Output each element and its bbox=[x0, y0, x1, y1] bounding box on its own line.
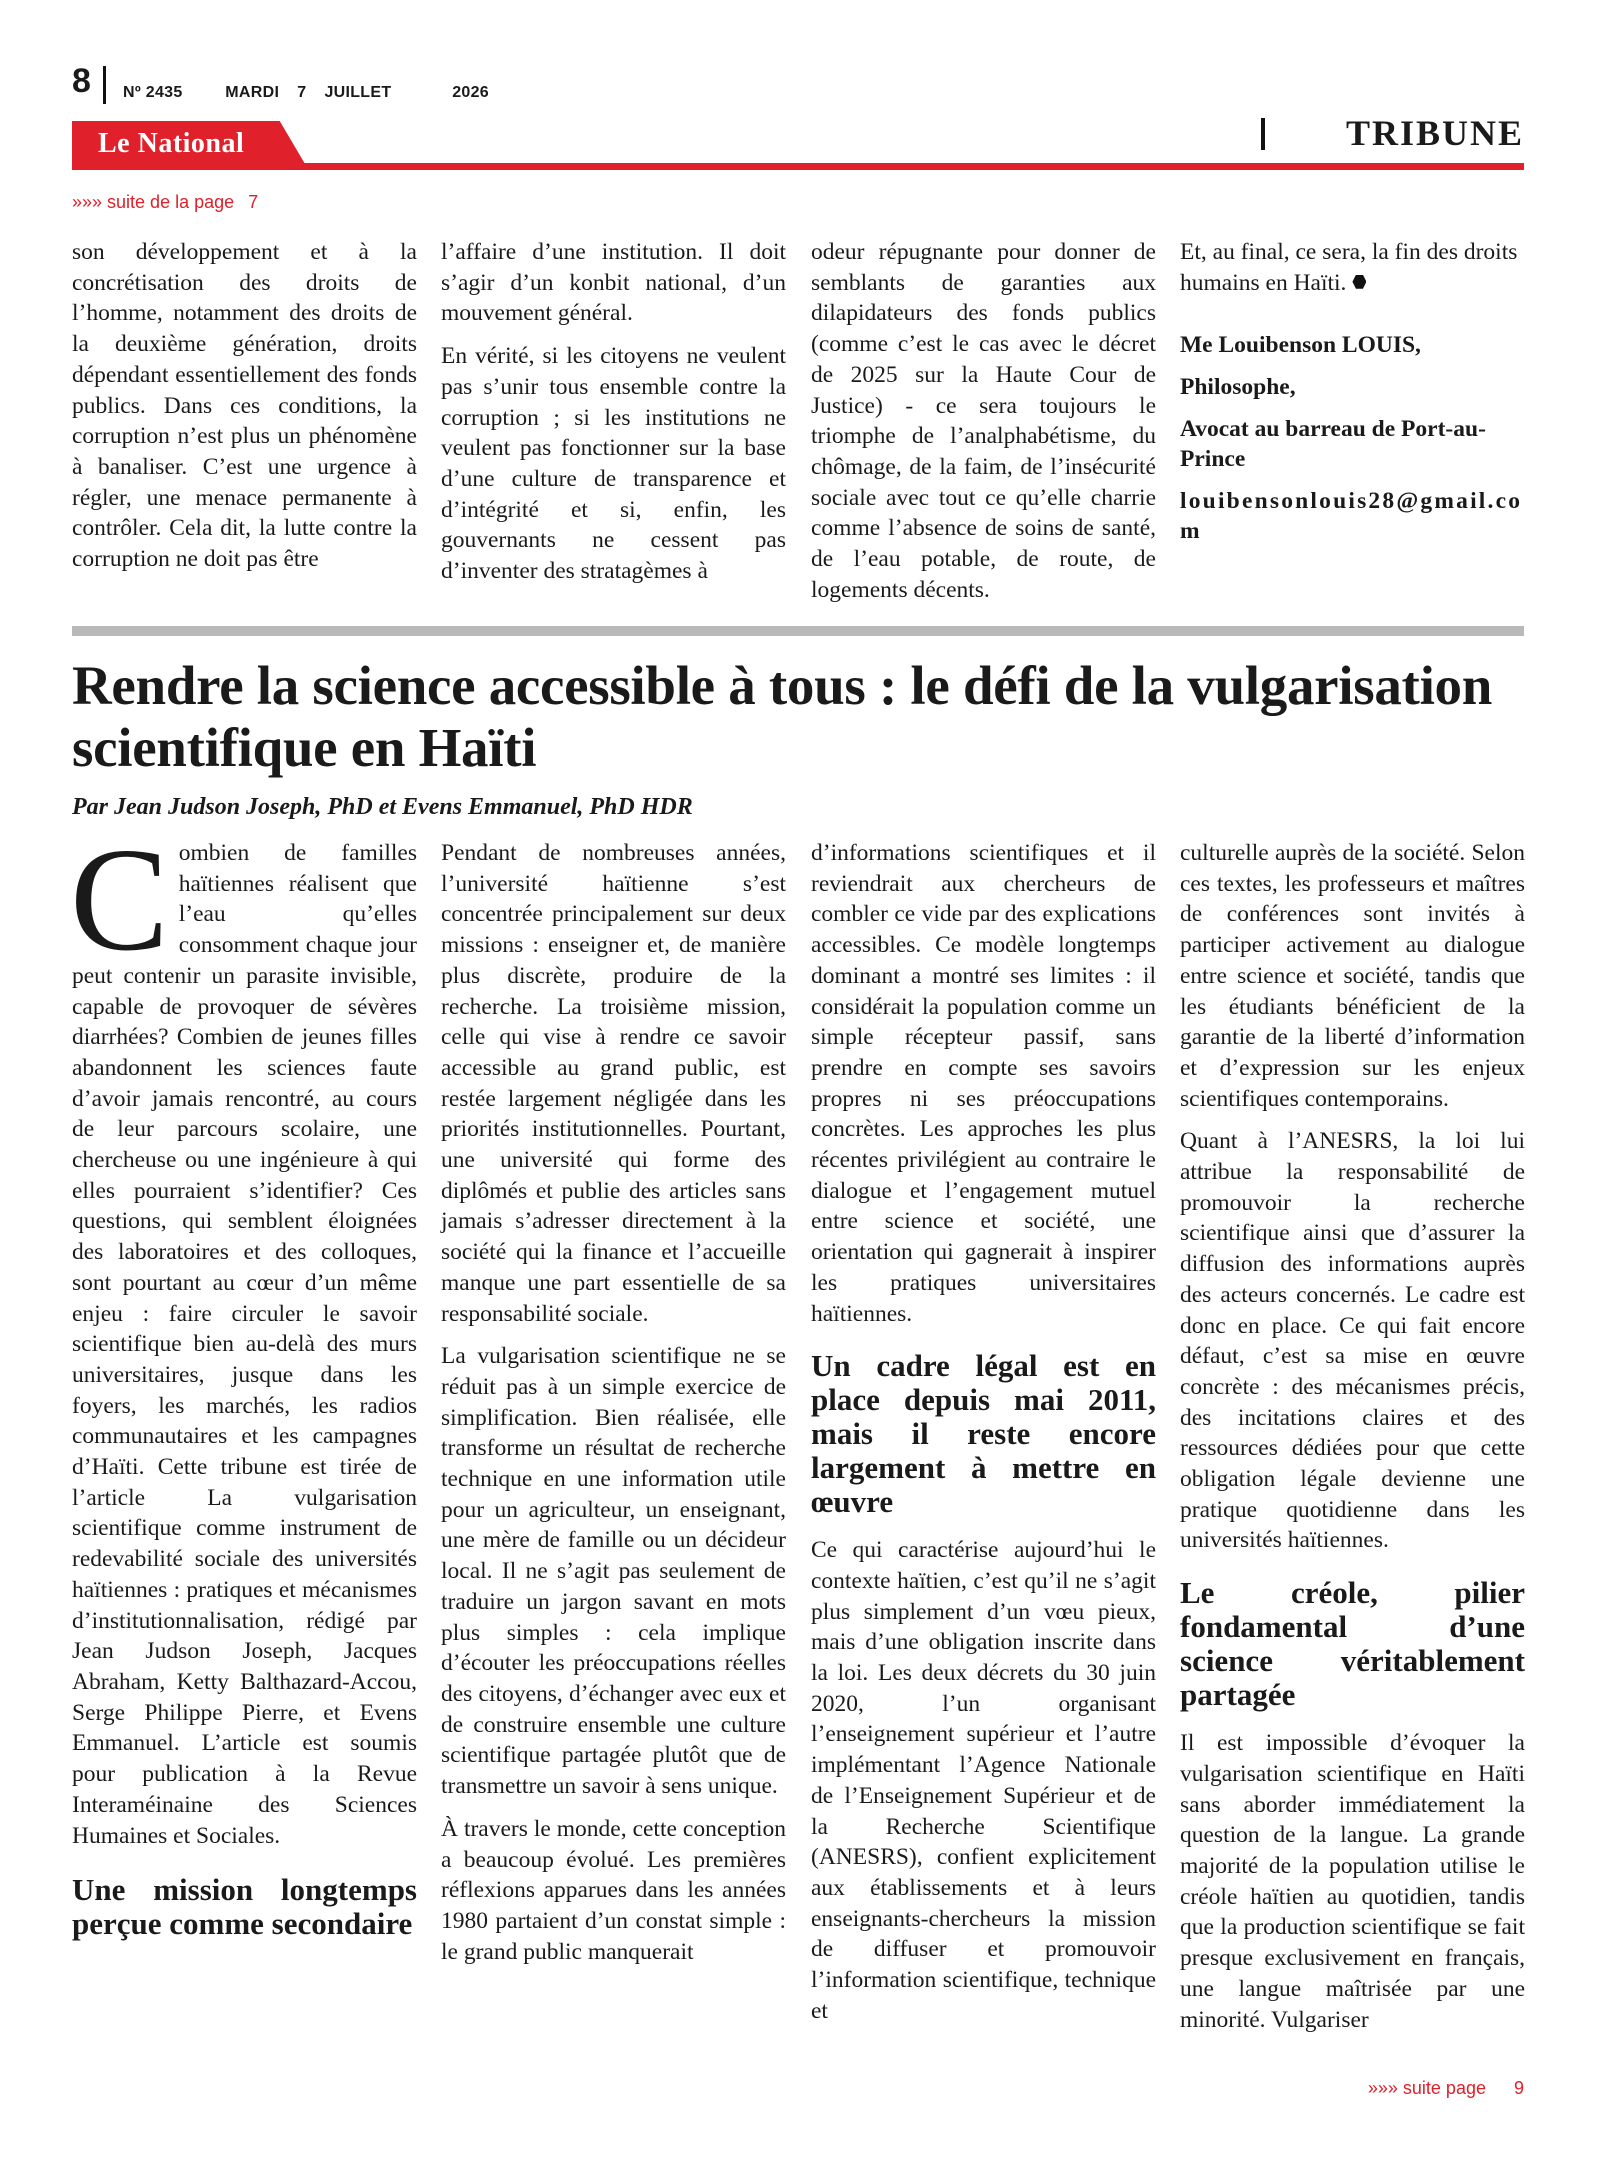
subheading: Une mission longtemps perçue comme secondaire bbox=[72, 1872, 417, 1942]
article-separator bbox=[72, 626, 1524, 636]
end-mark-icon bbox=[1352, 275, 1366, 289]
month: JUILLET bbox=[324, 84, 392, 101]
issue-number: Nº 2435 bbox=[123, 84, 183, 101]
article-col-2 bbox=[441, 838, 786, 1979]
paragraph: culturelle auprès de la société. Selon ces textes, les professeurs et maîtres de conférences sont invités à participer activement au dialogue entre science et société, tandis que les étudiants bénéficient de la garantie de la liberté d’information et d’expression sur les enjeux scientifiques contemporains. bbox=[1180, 840, 1525, 1112]
article-byline: Par Jean Judson Joseph, PhD et Evens Emmanuel, PhD HDR bbox=[72, 794, 693, 820]
continued-from bbox=[72, 192, 258, 213]
subheading: Le créole, pilier fondamental d’une science véritablement partagée bbox=[1180, 1575, 1525, 1713]
article-col-3 bbox=[811, 838, 1156, 2039]
issue-info bbox=[123, 84, 527, 102]
weekday: MARDI bbox=[225, 84, 280, 101]
year: 2026 bbox=[452, 84, 489, 101]
continued-to-label: »»» suite page bbox=[1367, 2078, 1486, 2098]
paragraph bbox=[70, 818, 417, 1851]
section-divider bbox=[1261, 118, 1265, 150]
paragraph: l’affaire d’une institution. Il doit s’agir d’un konbit national, d’un mouvement général. bbox=[441, 239, 786, 327]
previous-article-col-3 bbox=[811, 237, 1156, 617]
day: 7 bbox=[297, 84, 307, 101]
previous-article-col-1 bbox=[72, 237, 417, 587]
continued-to-page: 9 bbox=[1513, 2078, 1524, 2098]
author-affiliation: Avocat au barreau de Port-au-Prince bbox=[1180, 416, 1486, 473]
paragraph: À travers le monde, cette conception a beaucoup évolué. Les premières réflexions apparues dans les années 1980 partaient d’un constat simple : le grand public manquerait bbox=[441, 1815, 786, 1965]
paragraph: Il est impossible d’évoquer la vulgarisation scientifique en Haïti sans aborder immédiatement la question de la langue. La grande majorité de la population utilise le créole haïtien au quotidien, tandis que la production scientifique se fait presque exclusivement en français, une langue maîtrisée par une minorité. Vulgariser bbox=[1180, 1730, 1525, 2033]
section-label: TRIBUNE bbox=[1345, 113, 1524, 153]
author-role: Philosophe, bbox=[1180, 374, 1296, 401]
continued-from-label: »»» suite de la page bbox=[72, 192, 235, 212]
article-col-1 bbox=[70, 818, 417, 1957]
brand-logo-text: Le National bbox=[98, 128, 245, 159]
continued-from-page: 7 bbox=[248, 192, 259, 212]
continued-to bbox=[1368, 2078, 1524, 2099]
page-number-divider bbox=[103, 66, 106, 104]
author-name: Me Louibenson LOUIS, bbox=[1180, 332, 1421, 359]
drop-cap: C bbox=[70, 818, 169, 982]
previous-article-col-2 bbox=[441, 237, 786, 599]
paragraph bbox=[1180, 237, 1525, 298]
paragraph: odeur répugnante pour donner de semblants de garanties aux dilapidateurs des fonds publics (comme c’est le cas avec le décret de 2025 sur la Haute Cour de Justice) - ce sera toujours le triomphe de l’analphabétisme, du chômage, de la faim, de l’insécurité sociale avec tout ce qu’elle charrie comme l’absence de soins de santé, de l’eau potable, de route, de logements décents. bbox=[811, 239, 1156, 603]
paragraph: Pendant de nombreuses années, l’université haïtienne s’est concentrée principalement sur deux missions : enseigner et, de manière plus discrète, produire de la recherche. La troisième mission, celle qui vise à rendre ce savoir accessible au grand public, est restée largement négligée dans les priorités institutionnelles. Pourtant, une université qui forme des diplômés et publie des articles sans jamais s’adresser directement à la société qui la finance et l’accueille manque une part essentielle de sa responsabilité sociale. bbox=[441, 840, 786, 1327]
paragraph: d’informations scientifiques et il reviendrait aux chercheurs de combler ce vide par des explications accessibles. Ce modèle longtemps dominant a montré ses limites : il considérait la population comme un simple récepteur passif, sans prendre en compte ses savoirs propres ni ses préoccupations concrètes. Les approches les plus récentes privilégient au contraire le dialogue et l’engagement mutuel entre science et société, une orientation qui gagnerait à inspirer les pratiques universitaires haïtiennes. bbox=[811, 840, 1156, 1327]
subheading: Un cadre légal est en place depuis mai 2011, mais il reste encore largement à mettre en œuvre bbox=[811, 1348, 1156, 1520]
paragraph: Ce qui caractérise aujourd’hui le contexte haïtien, c’est qu’il ne s’agit plus simplement d’un vœu pieux, mais d’une obligation inscrite dans la loi. Les deux décrets du 30 juin 2020, l’un organisant l’enseignement supérieur et l’autre implémentant l’Agence Nationale de l’Enseignement Supérieur et de la Recherche Scientifique (ANESRS), confient explicitement aux établissements et à leurs enseignants-chercheurs la mission de diffuser et promouvoir l’information scientifique, technique et bbox=[811, 1537, 1156, 2024]
article-title: Rendre la science accessible à tous : le défi de la vulgarisation scientifique en Haïti bbox=[72, 655, 1493, 778]
paragraph: La vulgarisation scientifique ne se réduit pas à un simple exercice de simplification. Bien réalisée, elle transforme un résultat de recherche technique en une information utile pour un agriculteur, un enseignant, une mère de famille ou un décideur local. Il ne s’agit pas seulement de traduire un jargon savant en mots plus simples : cela implique d’écouter les préoccupations réelles des citoyens, d’échanger avec eux et de construire ensemble une culture scientifique partagée plutôt que de transmettre un savoir à sens unique. bbox=[441, 1343, 786, 1800]
author-email[interactable]: louibensonlouis28@gmail.com bbox=[1180, 488, 1523, 545]
closing-text: Et, au final, ce sera, la fin des droits humains en Haïti. bbox=[1180, 239, 1518, 296]
previous-article-col-4 bbox=[1180, 237, 1525, 558]
article-col-4 bbox=[1180, 838, 1525, 2047]
paragraph: Quant à l’ANESRS, la loi lui attribue la responsabilité de promouvoir la recherche scientifique ainsi que d’assurer la diffusion des informations auprès des acteurs concernés. Le cadre est donc en place. Ce qui fait encore défaut, c’est sa mise en œuvre concrète : des mécanismes précis, des incitations claires et des ressources dédiées pour que cette obligation légale devienne une pratique quotidienne dans les universités haïtiennes. bbox=[1180, 1128, 1525, 1554]
page-number: 8 bbox=[72, 62, 91, 100]
paragraph: son développement et à la concrétisation des droits de l’homme, notamment des droits de la deuxième génération, droits dépendant essentiellement des fonds publics. Dans ces conditions, la corruption n’est plus un phénomène à banaliser. C’est une urgence à régler, une menace permanente à contrôler. Cela dit, la lutte contre la corruption ne doit pas être bbox=[72, 239, 417, 573]
issue-date bbox=[225, 84, 409, 101]
lead-text: ombien de familles haïtiennes réalisent que l’eau qu’elles consomment chaque jour peut contenir un parasite invisible, capable de provoquer de sévères diarrhées? Combien de jeunes filles abandonnent les sciences faute d’avoir jamais rencontré, au cours de leur parcours scolaire, une chercheuse ou une ingénieure à qui elles pourraient s’identifier? Ces questions, qui semblent éloignées des laboratoires et des colloques, sont pourtant au cœur d’un même enjeu : faire circuler le savoir scientifique bien au-delà des murs universitaires, jusque dans les foyers, les marchés, les radios communautaires et les campagnes d’Haïti. Cette tribune est tirée de l’article La vulgarisation scientifique comme instrument de redevabilité sociale des universités haïtiennes : pratiques et mécanismes d’institutionnalisation, rédigé par Jean Judson Joseph, Jacques Abraham, Ketty Balthazard-Accou, Serge Philippe Pierre, et Evens Emmanuel. L’article est soumis pour publication à la Revue Interaméinaine des Sciences Humaines et Sociales. bbox=[72, 840, 417, 1849]
paragraph: En vérité, si les citoyens ne veulent pas s’unir tous ensemble contre la corruption ; si les institutions ne veulent pas fonctionner sur la base d’une culture de transparence et d’intégrité et si, enfin, les gouvernants ne cessent pas d’inventer des stratagèmes à bbox=[441, 343, 786, 585]
